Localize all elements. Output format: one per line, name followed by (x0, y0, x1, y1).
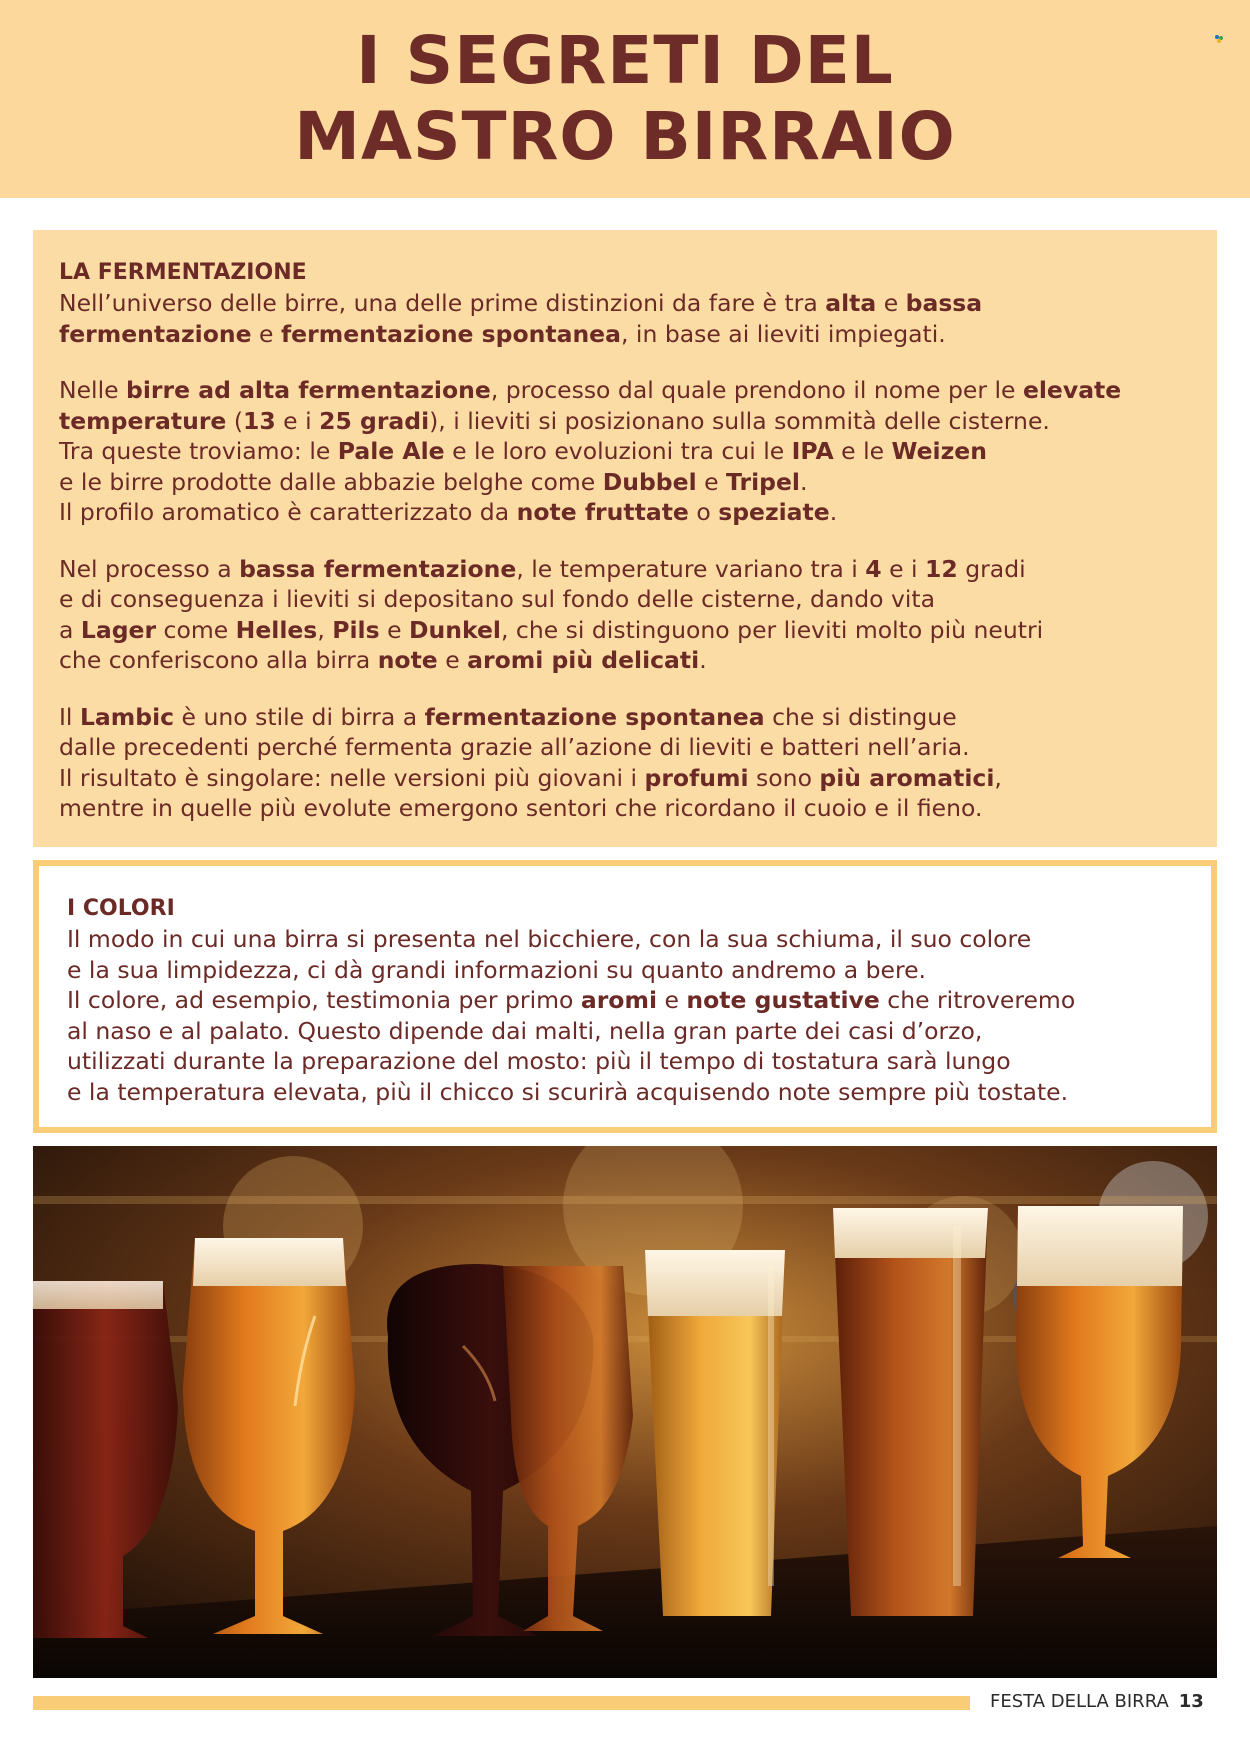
page-title-line-1: I SEGRETI DEL (356, 22, 894, 99)
beer-glasses-photo (33, 1146, 1217, 1678)
paragraph-alta-fermentazione (59, 375, 1189, 528)
text-line: Tra queste troviamo: le Pale Ale e le loro evoluzioni tra cui le IPA e le Weizen (59, 437, 987, 465)
color-dots-icon (1214, 34, 1224, 44)
text-line: temperature (13 e i 25 gradi), i lieviti si posizionano sulla sommità delle cisterne. (59, 406, 1050, 435)
section-title-colori: I COLORI (67, 896, 175, 921)
text-line: Il Lambic è uno stile di birra a fermentazione spontanea che si distingue (59, 702, 957, 731)
text-line: al naso e al palato. Questo dipende dai malti, nella gran parte dei casi d’orzo, (67, 1016, 983, 1045)
page-header (0, 0, 1250, 198)
footer-label: FESTA DELLA BIRRA (990, 1691, 1169, 1712)
text-line: e la temperatura elevata, più il chicco si scurirà acquisendo note sempre più tostate. (67, 1077, 1069, 1106)
text-line: Il risultato è singolare: nelle versioni più giovani i profumi sono più aromatici, (59, 763, 1002, 792)
text-line: Nel processo a bassa fermentazione, le temperature variano tra i 4 e i 12 gradi (59, 554, 1026, 583)
text-line: dalle precedenti perché fermenta grazie all’azione di lieviti e batteri nell’aria. (59, 733, 970, 761)
text-line: a Lager come Helles, Pils e Dunkel, che si distinguono per lieviti molto più neutri (59, 615, 1044, 644)
fermentazione-section (33, 230, 1217, 847)
text-line: e di conseguenza i lieviti si depositano sul fondo delle cisterne, dando vita (59, 585, 936, 613)
text-line: Nelle birre ad alta fermentazione, processo dal quale prendono il nome per le elevate (59, 376, 1122, 404)
colori-section (33, 860, 1217, 1133)
paragraph-intro (59, 288, 1189, 349)
text-line: utilizzati durante la preparazione del mosto: più il tempo di tostatura sarà lungo (67, 1047, 1011, 1075)
text-line: Il modo in cui una birra si presenta nel bicchiere, con la sua schiuma, il suo colore (67, 925, 1032, 953)
beer-glasses-illustration (33, 1146, 1217, 1678)
paragraph-lambic (59, 702, 1189, 824)
footer-bar (33, 1696, 970, 1710)
text-line: e la sua limpidezza, ci dà grandi informazioni su quanto andremo a bere. (67, 955, 927, 984)
text-line: Nell’universo delle birre, una delle prime distinzioni da fare è tra alta e bassa (59, 289, 983, 317)
text-line: Il colore, ad esempio, testimonia per primo aromi e note gustative che ritroveremo (67, 986, 1076, 1014)
text-line: e le birre prodotte dalle abbazie belghe come Dubbel e Tripel. (59, 467, 808, 496)
text-line: Il profilo aromatico è caratterizzato da note fruttate o speziate. (59, 498, 838, 526)
page-number: 13 (1178, 1691, 1204, 1712)
footer (990, 1690, 1204, 1714)
paragraph-colori (67, 924, 1185, 1107)
text-line: che conferiscono alla birra note e aromi più delicati. (59, 646, 707, 674)
paragraph-bassa-fermentazione (59, 554, 1189, 676)
text-line: mentre in quelle più evolute emergono sentori che ricordano il cuoio e il fieno. (59, 794, 983, 822)
section-title-fermentazione: LA FERMENTAZIONE (59, 260, 307, 285)
text-line: fermentazione e fermentazione spontanea, in base ai lieviti impiegati. (59, 319, 946, 348)
page-title-line-2: MASTRO BIRRAIO (294, 98, 956, 175)
